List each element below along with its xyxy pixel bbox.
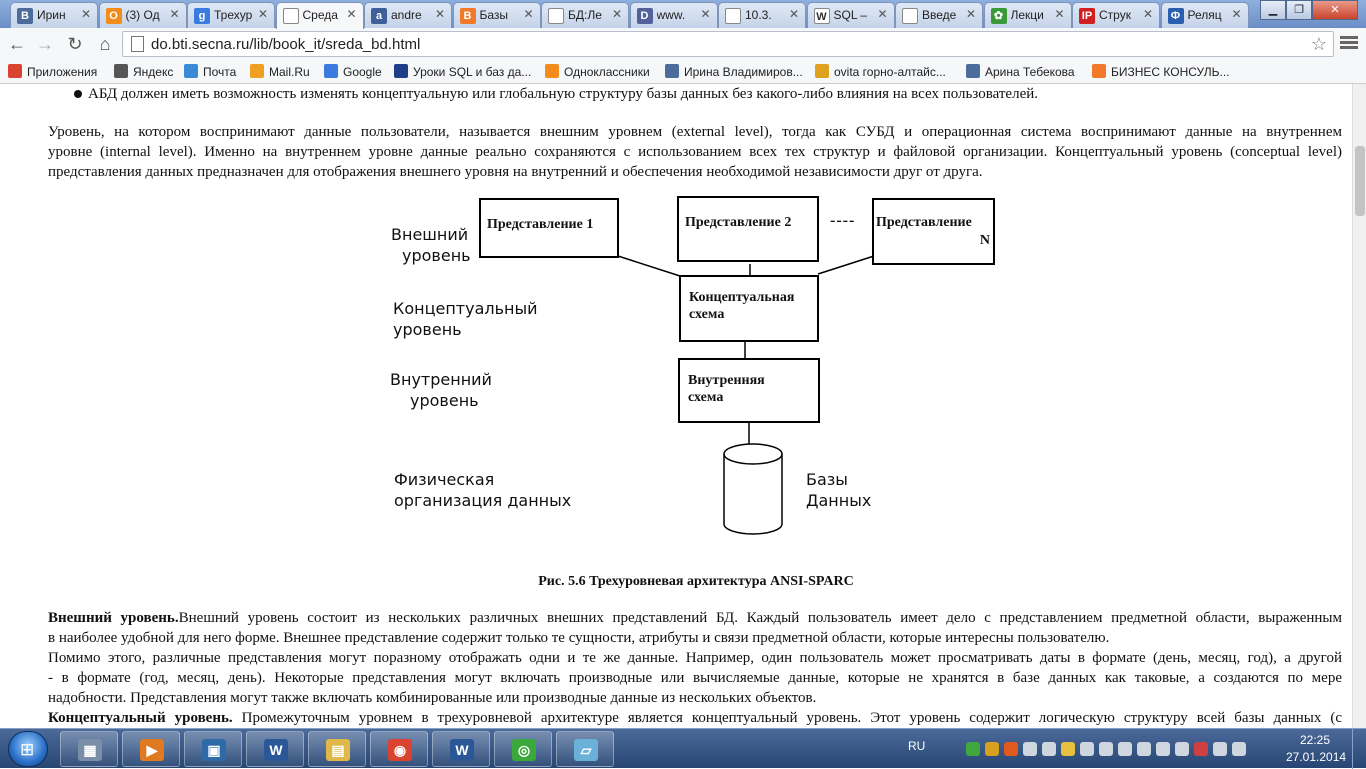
tab-label: Трехур [214,8,253,22]
tab-close-icon[interactable]: ✕ [877,7,888,21]
a-icon: a [371,8,387,24]
physical-label-1: Физическая [394,470,495,489]
page-content [0,84,1352,728]
calculator-icon: ▦ [78,739,102,761]
internal-schema-label-1: Внутренняя [688,373,765,388]
tray-icon[interactable] [1213,742,1227,756]
chrome-menu-button[interactable] [1340,34,1358,52]
clock-time[interactable]: 22:25 [1300,733,1331,747]
view-1-label: Представление 1 [487,217,594,232]
bookmarks-bar [0,60,1366,84]
tab-close-icon[interactable]: ✕ [523,7,534,21]
back-arrow-icon: ← [8,34,26,54]
relational-icon: Ф [1168,8,1184,24]
tab-close-icon[interactable]: ✕ [965,7,976,21]
forward-button[interactable] [34,33,56,55]
view-n-label: Представление [876,215,972,230]
word-document-icon: W [264,739,288,761]
browser-tab[interactable] [541,2,629,28]
tray-icon[interactable] [1023,742,1037,756]
start-button[interactable] [8,731,48,767]
tray-icon[interactable] [1232,742,1246,756]
tray-icon[interactable] [1099,742,1113,756]
mail-icon [184,64,198,78]
google-icon [324,64,338,78]
level-conceptual-label-1: Концептуальный [393,299,538,318]
taskbar-app-toolbox[interactable] [184,731,242,767]
odnoklassniki-icon [545,64,559,78]
tab-label: Струк [1099,8,1131,22]
bookmark-item[interactable] [250,63,310,81]
tab-close-icon[interactable]: ✕ [257,7,268,21]
tray-icon[interactable] [1042,742,1056,756]
tab-close-icon[interactable]: ✕ [1054,7,1065,21]
forward-arrow-icon: → [36,34,54,54]
level-conceptual-label-2: уровень [393,320,462,339]
bookmark-label: Google [343,65,382,79]
view-1-box [479,198,619,258]
tray-icon[interactable] [966,742,980,756]
bookmark-item[interactable] [545,63,650,81]
taskbar-app-word-document[interactable] [246,731,304,767]
bookmark-label: Приложения [27,65,98,79]
paragraph-line: уровне (internal level). Именно на внутреннем уровне данные реально сохраняются с использованием всех тех структур и файловой организации. Концептуальный уровень (conceptual level) [48,144,1342,160]
tray-icon[interactable] [1175,742,1189,756]
minimize-button[interactable]: ▁ [1260,0,1286,20]
notes-icon: ▱ [574,739,598,761]
tray-icon[interactable] [1156,742,1170,756]
view-n-subscript: N [979,233,990,248]
bookmark-label: ovita горно-алтайс... [834,65,946,79]
external-level-heading: Внешний уровень. [48,610,179,626]
tab-label: Среда [302,8,338,22]
internal-schema-box [678,358,820,423]
file-explorer-icon: ▤ [326,739,350,761]
tab-label: (3) Од [125,8,160,22]
page-icon [283,8,299,24]
taskbar-app-chrome[interactable] [370,731,428,767]
vk-icon [665,64,679,78]
bookmark-item[interactable] [966,63,1075,81]
tab-strip [0,0,1366,28]
wikipedia-icon: W [814,8,830,24]
browser-tab[interactable] [1072,2,1160,28]
physical-label-2: организация данных [394,491,572,510]
view-dashes: ---- [830,212,856,229]
browser-tab[interactable] [807,2,895,28]
tray-icon[interactable] [1137,742,1151,756]
tab-close-icon[interactable]: ✕ [611,7,622,21]
paragraph-line: представления данных предназначен для отображения внешнего уровня на внутренний и обеспечения необходимой независимости друг от друга. [48,164,983,180]
tab-label: andre [391,8,422,22]
blogger-icon [1092,64,1106,78]
windows-taskbar [0,728,1366,768]
browser-tab[interactable] [1161,2,1249,28]
apps-icon [8,64,22,78]
tray-icon[interactable] [1004,742,1018,756]
page-icon [548,8,564,24]
bookmark-label: Уроки SQL и баз да... [413,65,532,79]
bookmark-item[interactable] [8,63,97,81]
view-2-label: Представление 2 [685,215,792,230]
windows-logo-icon: ⊞ [20,740,35,759]
taskbar-app-calculator[interactable] [60,731,118,767]
browser-tab[interactable] [276,2,364,29]
page-icon [902,8,918,24]
bookmark-label: Почта [203,65,237,79]
level-internal-label-2: уровень [410,391,479,410]
tab-close-icon[interactable]: ✕ [700,7,711,21]
address-bar[interactable] [122,31,1334,57]
tab-label: 10.3. [745,8,772,22]
home-icon: ⌂ [99,34,111,54]
reload-button[interactable] [64,33,86,55]
browser-tab[interactable] [630,2,718,28]
browser-toolbar [0,28,1366,60]
architecture-connectors [0,84,1352,564]
paragraph-text: Промежуточным уровнем в трехуровневой архитектуре является концептуальный уровень. Этот уровень содержит логическую структуру всей базы данных (с [232,710,1342,726]
vertical-scrollbar[interactable] [1352,84,1366,728]
taskbar-app-media-player[interactable] [122,731,180,767]
paragraph-line: - в формате (год, месяц, день). Некоторые представления могут включать производные или вычисляемые данные, которые не хранятся в базе данных как таковые, а создаются по мере [48,670,1342,686]
odnoklassniki-icon: О [106,8,122,24]
bookmark-label: БИЗНЕС КОНСУЛЬ... [1111,65,1230,79]
bookmark-label: Ирина Владимиров... [684,65,803,79]
tab-label: Реляц [1187,8,1222,22]
tray-icon[interactable] [1194,742,1208,756]
tab-label: SQL – [833,8,868,22]
figure-caption: Рис. 5.6 Трехуровневая архитектура ANSI-SPARC [538,574,854,589]
bookmark-item[interactable] [114,63,173,81]
browser-tab[interactable] [984,2,1072,28]
bookmark-item[interactable] [394,63,531,81]
tab-label: Базы [479,8,509,22]
conceptual-schema-box [679,275,819,342]
page-icon [725,8,741,24]
browser-tab[interactable] [99,2,187,28]
lecture-icon: ✿ [991,8,1007,24]
blogger-icon: B [460,8,476,24]
bookmark-item[interactable] [1092,63,1230,81]
tab-close-icon[interactable]: ✕ [788,7,799,21]
taskbar-app-network[interactable] [494,731,552,767]
toolbox-icon: ▣ [202,739,226,761]
tab-label: www. [656,8,686,22]
view-2-box [677,196,819,262]
tab-close-icon[interactable]: ✕ [80,7,91,21]
view-n-box [872,198,995,265]
tab-label: БД:Ле [568,8,602,22]
conceptual-schema-label-1: Концептуальная [689,290,795,305]
media-player-icon: ▶ [140,739,164,761]
paragraph-text: Внешний уровень состоит из нескольких различных внешних представлений БД. Каждый пользователь имеет дело с представлением предметной области, выраженным [178,610,1342,626]
paragraph-line: в наиболее удобной для него форме. Внешнее представление содержит только те сущности, атрибуты и связи предметной области, которые интересны пользователю. [48,630,1110,646]
taskbar-app-notes[interactable] [556,731,614,767]
bookmark-star-icon[interactable]: ☆ [1310,34,1327,54]
browser-tab[interactable] [718,2,806,28]
browser-tab[interactable] [364,2,452,28]
network-icon: ◎ [512,739,536,761]
tab-close-icon[interactable]: ✕ [434,7,445,21]
bookmark-item[interactable] [184,63,236,81]
page-icon [131,36,144,52]
taskbar-app-file-explorer[interactable] [308,731,366,767]
chrome-icon: ◉ [388,739,412,761]
maximize-button[interactable]: ❐ [1286,0,1312,20]
conceptual-level-heading: Концептуальный уровень. [48,710,233,726]
level-external-label-2: уровень [402,246,471,265]
bookmark-item[interactable] [815,63,946,81]
paragraph-line [48,608,1342,628]
taskbar-app-word[interactable] [432,731,490,767]
internal-schema-label-2: схема [688,390,724,405]
paragraph-line: надобности. Представления могут также включать комбинированные или производные данные из нескольких объектов. [48,690,817,706]
database-label-2: Данных [806,491,872,510]
paragraph-line: Уровень, на котором воспринимают данные пользователи, называется внешним уровнем (external level), тогда как СУБД и операционная система воспринимают данные на внутреннем [48,124,1342,140]
bookmark-item[interactable] [665,63,803,81]
tray-icon[interactable] [1080,742,1094,756]
d-icon: D [637,8,653,24]
close-window-button[interactable]: ✕ [1312,0,1358,20]
vk-icon [966,64,980,78]
bookmark-label: Арина Тебекова [985,65,1075,79]
paragraph-line [48,708,1342,728]
browser-tab[interactable] [10,2,98,28]
back-button[interactable] [6,33,28,55]
tray-icon[interactable] [1061,742,1075,756]
database-label-1: Базы [806,470,848,489]
level-internal-label-1: Внутренний [390,370,492,389]
bookmark-item[interactable] [324,63,382,81]
url-text[interactable]: do.bti.secna.ru/lib/book_it/sreda_bd.html [151,36,421,53]
show-desktop-button[interactable] [1352,729,1366,769]
home-button[interactable] [94,33,116,55]
clock-date[interactable]: 27.01.2014 [1286,750,1347,764]
sql-icon [394,64,408,78]
tab-label: Ирин [37,8,66,22]
bookmark-label: Яндекс [133,65,174,79]
tab-label: Введе [922,8,957,22]
browser-tab[interactable] [187,2,275,28]
word-icon: W [450,739,474,761]
bookmark-label: Одноклассники [564,65,650,79]
language-indicator[interactable]: RU [908,739,926,753]
bullet-text: АБД должен иметь возможность изменять концептуальную или глобальную структуру базы данных без какого-либо влияния на всех пользователей. [88,86,1039,102]
tab-close-icon[interactable]: ✕ [346,7,357,21]
bookmark-label: Mail.Ru [269,65,310,79]
browser-tab[interactable] [895,2,983,28]
tab-label: Лекци [1010,8,1044,22]
tab-close-icon[interactable]: ✕ [169,7,180,21]
conceptual-schema-label-2: схема [689,307,725,322]
tab-close-icon[interactable]: ✕ [1142,7,1153,21]
reload-icon: ↻ [67,34,83,54]
vk-icon: B [17,8,33,24]
level-external-label-1: Внешний [391,225,469,244]
scrollbar-thumb[interactable] [1355,146,1365,216]
tray-icon[interactable] [1118,742,1132,756]
google-icon: g [194,8,210,24]
ip-icon: IP [1079,8,1095,24]
tab-close-icon[interactable]: ✕ [1231,7,1242,21]
browser-tab[interactable] [453,2,541,28]
ovita-icon [815,64,829,78]
mailru-icon [250,64,264,78]
tray-icon[interactable] [985,742,999,756]
yandex-icon [114,64,128,78]
paragraph-line: Помимо этого, различные представления могут поразному отображать одни и те же данные. Например, один пользователь может просматривать даты в формате (день, месяц, год), а другой [48,650,1342,666]
